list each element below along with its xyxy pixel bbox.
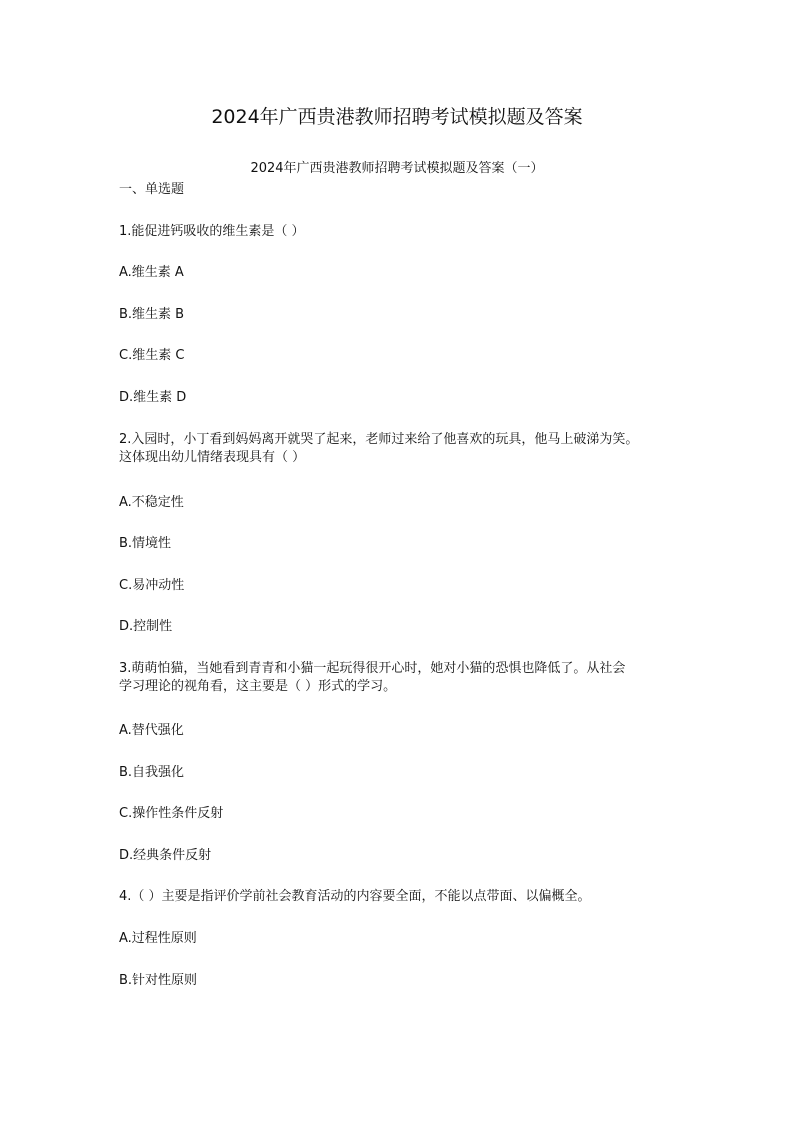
question-1-stem-line: 1.能促进钙吸收的维生素是（ ）: [119, 224, 305, 239]
question-3-stem-line: 学习理论的视角看，这主要是（ ）形式的学习。: [119, 679, 397, 694]
question-4-stem: [119, 888, 679, 906]
question-2-stem-line: 2.入园时，小丁看到妈妈离开就哭了起来，老师过来给了他喜欢的玩具，他马上破涕为笑。: [119, 432, 639, 447]
question-3-option-b: B.自我强化: [119, 765, 185, 780]
question-1-option-c: C.维生素 C: [119, 348, 185, 363]
part-heading: 一、单选题: [119, 182, 185, 197]
question-2-option-c: C.易冲动性: [119, 578, 185, 593]
question-3-stem: [119, 660, 679, 696]
section-title: 2024年广西贵港教师招聘考试模拟题及答案（一）: [250, 161, 544, 176]
question-4-option-a: A.过程性原则: [119, 931, 197, 946]
question-4-option-b: B.针对性原则: [119, 973, 198, 988]
question-1-option-d: D.维生素 D: [119, 390, 187, 405]
question-4-stem-line: 4.（ ）主要是指评价学前社会教育活动的内容要全面，不能以点带面、以偏概全。: [119, 889, 591, 904]
question-1-option-b: B.维生素 B: [119, 307, 185, 322]
question-2-option-b: B.情境性: [119, 536, 172, 551]
question-3-stem-line: 3.萌萌怕猫，当她看到青青和小猫一起玩得很开心时，她对小猫的恐惧也降低了。从社会: [119, 661, 626, 676]
question-2-stem-line: 这体现出幼儿情绪表现具有（ ）: [119, 450, 306, 465]
question-2-option-d: D.控制性: [119, 619, 173, 634]
question-3-option-d: D.经典条件反射: [119, 848, 212, 863]
question-3-option-c: C.操作性条件反射: [119, 806, 224, 821]
question-2-stem: [119, 431, 679, 467]
document-title: 2024年广西贵港教师招聘考试模拟题及答案: [211, 106, 583, 128]
question-1-option-a: A.维生素 A: [119, 265, 184, 280]
question-3-option-a: A.替代强化: [119, 723, 184, 738]
question-1-stem: [119, 223, 679, 241]
question-2-option-a: A.不稳定性: [119, 495, 184, 510]
